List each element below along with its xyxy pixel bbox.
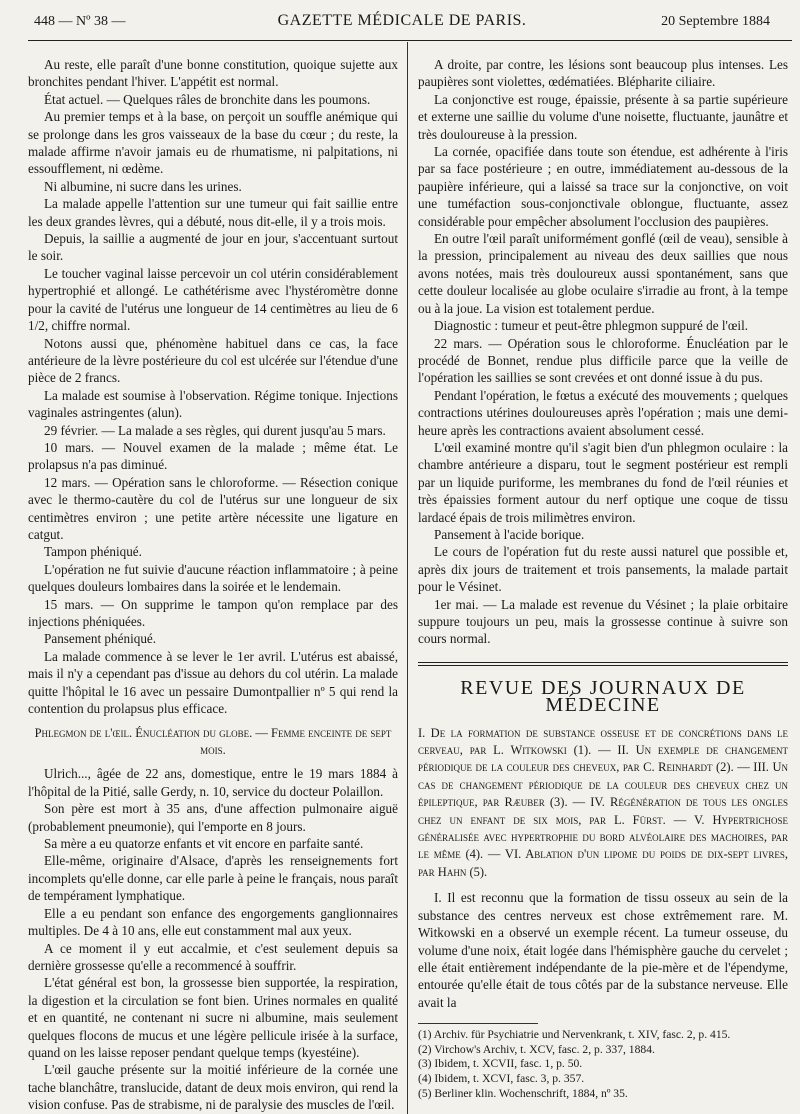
paragraph: Ni albumine, ni sucre dans les urines.: [44, 178, 242, 194]
paragraph: En outre l'œil paraît uniformément gonflé (œil de veau), sensible à la pression, principalement au niveau des deux saillies que nous avons notées, mais très douloureux aussi spontanément, sans que cette douleur localisée au globe oculaire s'irradie au front, à la tempe ou à la joue. La vision est totalement perdue.: [418, 231, 788, 316]
section-heading: Phlegmon de l'œil. Énucléation du globe. — Femme enceinte de sept mois.: [34, 726, 392, 758]
paragraph: La malade commence à se lever le 1er avril. L'utérus est abaissé, mais il n'y a cependant pas d'issue au dehors du col utérin. La malade quitte l'hôpital le 16 avec un pessaire Dumontpallier nº 5 qui rend la contention du prolapsus plus efficace.: [28, 648, 398, 717]
footnote: (5) Berliner klin. Wochenschrift, 1884, nº 35.: [418, 1086, 628, 1100]
paragraph: I. Il est reconnu que la formation de tissu osseux au sein de la substance des centres nerveux est chose extrêmement rare. M. Witkowski en a observé un exemple récent. La tumeur osseuse, du volume d'une noix, était logée dans l'hémisphère gauche du cervelet ; elle était entièrement indépendante de la pie-mère et de l'épendyme, entourée qu'elle était de tous côtés par de la substance nerveuse. Elle avait la: [418, 890, 788, 1010]
column-divider: [407, 42, 408, 1114]
paragraph: 22 mars. — Opération sous le chloroforme. Énucléation par le procédé de Bonnet, rendue plus difficile parce que la veille de l'opération les saillies se sont crevées et ont donné issue à du pus.: [418, 335, 788, 386]
paragraph: Notons aussi que, phénomène habituel dans ce cas, la face antérieure de la lèvre postérieure du col est ulcérée sur l'étendue d'une pièce de 2 francs.: [28, 335, 398, 386]
left-column: [28, 56, 398, 1114]
paragraph: L'œil examiné montre qu'il s'agit bien d'un phlegmon oculaire : la chambre antérieure a disparu, tout le segment postérieur est rempli par un liquide puriforme, les membranes du fond de l'œil réunies et très épaissies forment autour du nerf optique une coque de tissu lardacé épais de trois milimètres environ.: [418, 439, 788, 525]
paragraph: La malade appelle l'attention sur une tumeur qui fait saillie entre les deux grandes lèvres, qui a débuté, nous dit-elle, il y a trois mois.: [28, 196, 398, 229]
footnote: (1) Archiv. für Psychiatrie und Nervenkrank, t. XIV, fasc. 2, p. 415.: [418, 1028, 731, 1042]
paragraph: Au premier temps et à la base, on perçoit un souffle anémique qui se prolonge dans les gros vaisseaux de la base du cœur ; du reste, la malade affirme n'avoir jamais eu de rhumatisme, ni palpitations, ni essoufflement, ni œdème.: [28, 109, 398, 177]
issue-date: 20 Septembre 1884: [661, 14, 770, 29]
paragraph: 10 mars. — Nouvel examen de la malade ; même état. Le prolapsus n'a pas diminué.: [28, 439, 398, 473]
paragraph: Tampon phéniqué.: [44, 544, 142, 560]
paragraph: Depuis, la saillie a augmenté de jour en jour, s'accentuant surtout le soir.: [28, 231, 398, 264]
paragraph: Elle a eu pendant son enfance des engorgements ganglionnaires multiples. De 4 à 10 ans, elle eut constamment mal aux yeux.: [28, 905, 398, 939]
right-column: [418, 56, 788, 1101]
paragraph: État actuel. — Quelques râles de bronchite dans les poumons.: [44, 91, 371, 107]
paragraph: La conjonctive est rouge, épaissie, présente à sa partie supérieure et externe une saillie du volume d'une noisette, fluctuante, jaunâtre et très douloureuse à la pression.: [418, 91, 788, 142]
paragraph: Elle-même, originaire d'Alsace, d'après les renseignements fort incomplets qu'elle donne, car elle parle à peine le français, nous paraît de tempérament lymphatique.: [28, 853, 398, 904]
paragraph: Pendant l'opération, le fœtus a exécuté des mouvements ; quelques contractions utérines douloureuses après l'opération ; mais une demi-heure après les contractions avaient absolument cessé.: [418, 387, 788, 438]
paragraph: Le cours de l'opération fut du reste aussi naturel que possible et, après dix jours de traitement et trois pansements, la malade partait pour le Vésinet.: [418, 544, 788, 595]
paragraph: L'œil gauche présente sur la moitié inférieure de la cornée une tache blanchâtre, translucide, datant de deux mois environ, qui rend la vision confuse. Pas de strabisme, ni de paralysie des muscles de l'œil.: [28, 1062, 398, 1113]
paragraph: Pansement phéniqué.: [44, 631, 157, 647]
footnote: (4) Ibidem, t. XCVI, fasc. 3, p. 357.: [418, 1071, 585, 1085]
paragraph: Ulrich..., âgée de 22 ans, domestique, entre le 19 mars 1884 à l'hôpital de la Pitié, salle Gerdy, n. 10, service du docteur Polaillon.: [28, 766, 398, 799]
paragraph: Son père est mort à 35 ans, d'une affection pulmonaire aiguë (probablement pneumonie), qui l'emporte en 8 jours.: [28, 801, 398, 834]
header-rule: [28, 40, 792, 41]
paragraph: Sa mère a eu quatorze enfants et vit encore en parfaite santé.: [44, 836, 364, 852]
paragraph: La cornée, opacifiée dans toute son étendue, est adhérente à l'iris par sa face postérieure ; en outre, immédiatement au-dessous de la paupière inférieure, qui a laissé sa trace sur la conjonctive, on voit une tuméfaction sous-conjonctivale oblongue, fluctuante, assez considérable pour empêcher absolument l'occlusion des paupières.: [418, 144, 788, 229]
paragraph: Le toucher vaginal laisse percevoir un col utérin considérablement hypertrophié et allongé. Le cathétérisme avec l'hystéromètre donne pour la cavité de l'utérus une longueur de 14 centimètres au lieu de 6 1/2, chiffre normal.: [28, 265, 398, 334]
section-divider: [418, 662, 788, 666]
page-number: 448 — Nº 38 —: [34, 14, 126, 29]
paragraph: 29 février. — La malade a ses règles, qui durent jusqu'au 5 mars.: [44, 422, 386, 438]
footnote: (3) Ibidem, t. XCVII, fasc. 1, p. 50.: [418, 1057, 583, 1071]
footnote: (2) Virchow's Archiv, t. XCV, fasc. 2, p. 337, 1884.: [418, 1042, 655, 1056]
footnote-rule: [418, 1023, 538, 1024]
section-summary: I. De la formation de substance osseuse et de concrétions dans le cerveau, par L. Witkowski (1). — II. Un exemple de changement périodique de la couleur des cheveux, par C. Reinhardt (2). — III. Un cas de changement périodique de la couleur des cheveux chez un épileptique, par Ræuber (3). — IV. Régénération de tous les ongles chez un enfant de six mois, par L. Fürst. — V. Hypertrichose généralisée avec hypertrophie du bord alvéolaire des machoires, par le même (4). — VI. Ablation d'un lipome du poids de dix-sept livres, par Hahn (5).: [418, 725, 788, 879]
paragraph: A droite, par contre, les lésions sont beaucoup plus intenses. Les paupières sont violettes, œdématiées. Blépharite ciliaire.: [418, 57, 788, 90]
section-title: REVUE DES JOURNAUX DE MÉDECINE: [460, 676, 746, 717]
paragraph: A ce moment il y eut accalmie, et c'est seulement depuis sa dernière grossesse qu'elle a recommencé à souffrir.: [28, 940, 398, 973]
page-header: [34, 12, 770, 34]
paragraph: L'état général est bon, la grossesse bien supportée, la respiration, la digestion et la circulation se font bien. Urines normales en qualité et en quantité, ne contenant ni sucre ni albumine, mais seulement quelques flocons de mucus et une légère pellicule irisée à la surface, quand on les laisse reposer pendant quelque temps (kyestéine).: [28, 975, 398, 1060]
paragraph: La malade est soumise à l'observation. Régime tonique. Injections vaginales astringentes (alun).: [28, 387, 398, 421]
paragraph: Diagnostic : tumeur et peut-être phlegmon suppuré de l'œil.: [434, 318, 749, 334]
paragraph: 12 mars. — Opération sans le chloroforme. — Résection conique avec le thermo-cautère du col de l'utérus sur une longueur de six centimètres environ ; une petite artère nécessite une ligature en catgut.: [28, 474, 398, 542]
paragraph: L'opération ne fut suivie d'aucune réaction inflammatoire ; à peine quelques douleurs lombaires dans la soirée et le lendemain.: [28, 561, 398, 595]
journal-title: GAZETTE MÉDICALE DE PARIS.: [277, 12, 527, 29]
paragraph: 15 mars. — On supprime le tampon qu'on remplace par des injections phéniquées.: [28, 596, 398, 629]
paragraph: Pansement à l'acide borique.: [434, 526, 585, 542]
paragraph: Au reste, elle paraît d'une bonne constitution, quoique sujette aux bronchites pendant l'hiver. L'appétit est normal.: [28, 57, 398, 90]
paragraph: 1er mai. — La malade est revenue du Vésinet ; la plaie orbitaire suppure toujours un peu, mais la grossesse continue à suivre son cours normal.: [418, 596, 788, 647]
